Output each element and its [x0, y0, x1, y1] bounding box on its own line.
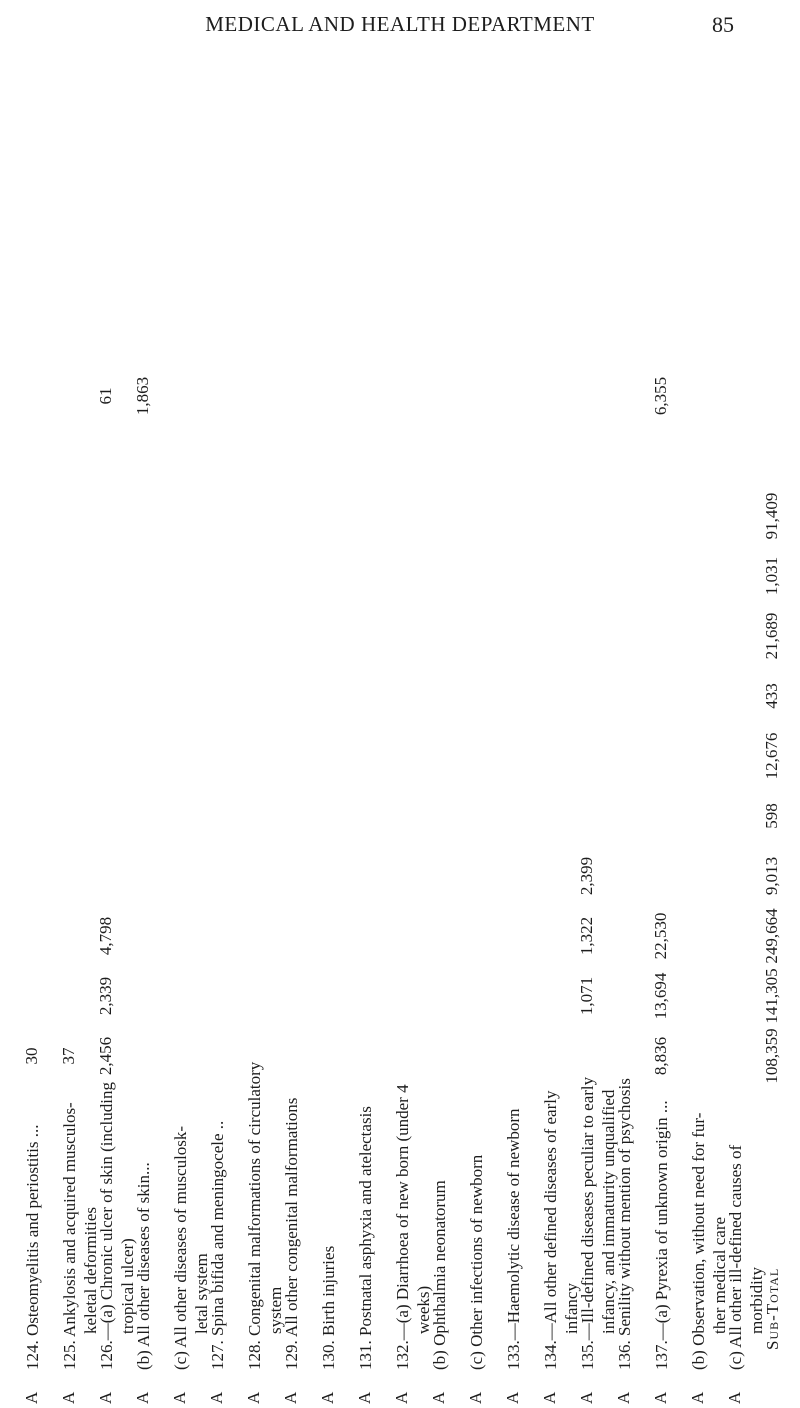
- table-cell: 1,863: [133, 376, 152, 416]
- row-label-line1: (c) All other ill-defined causes of: [726, 1144, 745, 1370]
- row-label-line1: (c) Other infections of newborn: [467, 1154, 486, 1370]
- row-label: [429, 1112, 450, 1370]
- row-label-line1: 131. Postnatal asphyxia and atelectasis: [356, 1106, 375, 1370]
- row-label: [762, 1092, 783, 1370]
- row-label-line2: morbidity: [747, 1266, 766, 1334]
- table-cell: 4,798: [96, 916, 115, 956]
- row-code: A: [170, 1391, 189, 1404]
- table-cell: 30: [22, 1047, 41, 1065]
- table-cell: 91,409: [762, 492, 781, 540]
- row-code: A: [355, 1391, 374, 1404]
- row-code: A: [318, 1391, 337, 1404]
- row-label-line1: 135.—Ill-defined diseases peculiar to early: [578, 1076, 597, 1370]
- row-code: A: [651, 1391, 670, 1404]
- row-label-line1: (b) Observation, without need for fur-: [689, 1112, 708, 1370]
- table-cell: 598: [762, 803, 781, 829]
- row-label: [614, 1078, 635, 1370]
- table-cell: 9,013: [762, 856, 781, 896]
- row-label-line1: 134.—All other defined diseases of early: [541, 1090, 560, 1370]
- row-label-line2: letal system: [192, 1253, 211, 1334]
- row-code: A: [503, 1391, 522, 1404]
- row-code: A: [392, 1391, 411, 1404]
- row-code: A: [22, 1391, 41, 1404]
- row-label-line2: system: [266, 1286, 285, 1334]
- table-cell: 8,836: [651, 1036, 670, 1076]
- row-code: A: [540, 1391, 559, 1404]
- row-code: A: [96, 1391, 115, 1404]
- row-code: A: [59, 1391, 78, 1404]
- row-code: A: [133, 1391, 152, 1404]
- row-label-line2: tropical ulcer): [118, 1238, 137, 1334]
- table-cell: 1,031: [762, 556, 781, 596]
- row-code: A: [466, 1391, 485, 1404]
- page-header: [0, 0, 800, 60]
- row-label: [133, 1112, 154, 1370]
- row-label: [355, 1106, 376, 1370]
- table-cell: 249,664: [762, 908, 781, 964]
- table-cell: 141,305: [762, 968, 781, 1024]
- row-label: [466, 1112, 487, 1370]
- table-cell: 2,339: [96, 976, 115, 1016]
- table-cell: 108,359: [762, 1028, 781, 1084]
- row-label-line1: Sub-Total: [763, 1267, 782, 1350]
- table-cell: 6,355: [651, 376, 670, 416]
- table-row: [754, 108, 800, 1408]
- row-label-line1: 127. Spina bifida and meningocele ..: [208, 1120, 227, 1370]
- row-label-line1: 133.—Haemolytic disease of newborn: [504, 1108, 523, 1370]
- table-cell: 22,530: [651, 912, 670, 960]
- row-label: [22, 1112, 43, 1370]
- row-code: A: [725, 1391, 744, 1404]
- table-cell: 61: [96, 387, 115, 405]
- row-code: A: [207, 1391, 226, 1404]
- row-label: [318, 1112, 339, 1370]
- row-label-line2: infancy, and immaturity unqualified: [599, 1089, 618, 1334]
- row-label: [651, 1100, 672, 1370]
- table-cell: 1,322: [577, 916, 596, 956]
- row-label: [207, 1112, 228, 1370]
- table-cell: 13,694: [651, 972, 670, 1020]
- row-label-line1: 137.—(a) Pyrexia of unknown origin ...: [652, 1100, 671, 1370]
- table-cell: 2,399: [577, 856, 596, 896]
- page-title: MEDICAL AND HEALTH DEPARTMENT: [205, 12, 595, 36]
- row-label-line1: 124. Osteomyelitis and periostitis ...: [23, 1124, 42, 1370]
- row-label-line1: 129. All other congenital malformations: [282, 1097, 301, 1370]
- table-cell: 1,071: [577, 976, 596, 1016]
- row-label-line1: 130. Birth injuries: [319, 1245, 338, 1370]
- row-code: A: [688, 1391, 707, 1404]
- row-code: A: [614, 1391, 633, 1404]
- row-label-line2: keletal deformities: [81, 1207, 100, 1334]
- row-label-line1: 136. Senility without mention of psychosis: [615, 1078, 634, 1370]
- row-label-line1: 125. Ankylosis and acquired musculos-: [60, 1102, 79, 1370]
- row-code: A: [429, 1391, 448, 1404]
- row-label-line1: (b) All other diseases of skin...: [134, 1162, 153, 1370]
- table-cell: 2,456: [96, 1036, 115, 1076]
- row-label-line1: 126.—(a) Chronic ulcer of skin (including: [97, 1082, 116, 1370]
- row-label-line2: infancy: [562, 1283, 581, 1334]
- row-label: [503, 1108, 524, 1370]
- table-cell: 37: [59, 1047, 78, 1065]
- row-label-line2: ther medical care: [710, 1216, 729, 1334]
- table-cell: 21,689: [762, 612, 781, 660]
- row-label-line1: 128. Congenital malformations of circulatory: [245, 1061, 264, 1370]
- row-label-line2: weeks): [414, 1285, 433, 1334]
- row-label-line1: (c) All other diseases of musculosk-: [171, 1125, 190, 1370]
- row-label-line1: (b) Ophthalmia neonatorum: [430, 1180, 449, 1370]
- row-code: A: [281, 1391, 300, 1404]
- row-code: A: [577, 1391, 596, 1404]
- page-number: 85: [712, 12, 734, 37]
- table-cell: 433: [762, 683, 781, 709]
- rotated-table: [0, 108, 800, 1408]
- row-label-line1: 132.—(a) Diarrhoea of new born (under 4: [393, 1084, 412, 1370]
- table-cell: 12,676: [762, 732, 781, 780]
- row-label: [281, 1097, 302, 1370]
- row-code: A: [244, 1391, 263, 1404]
